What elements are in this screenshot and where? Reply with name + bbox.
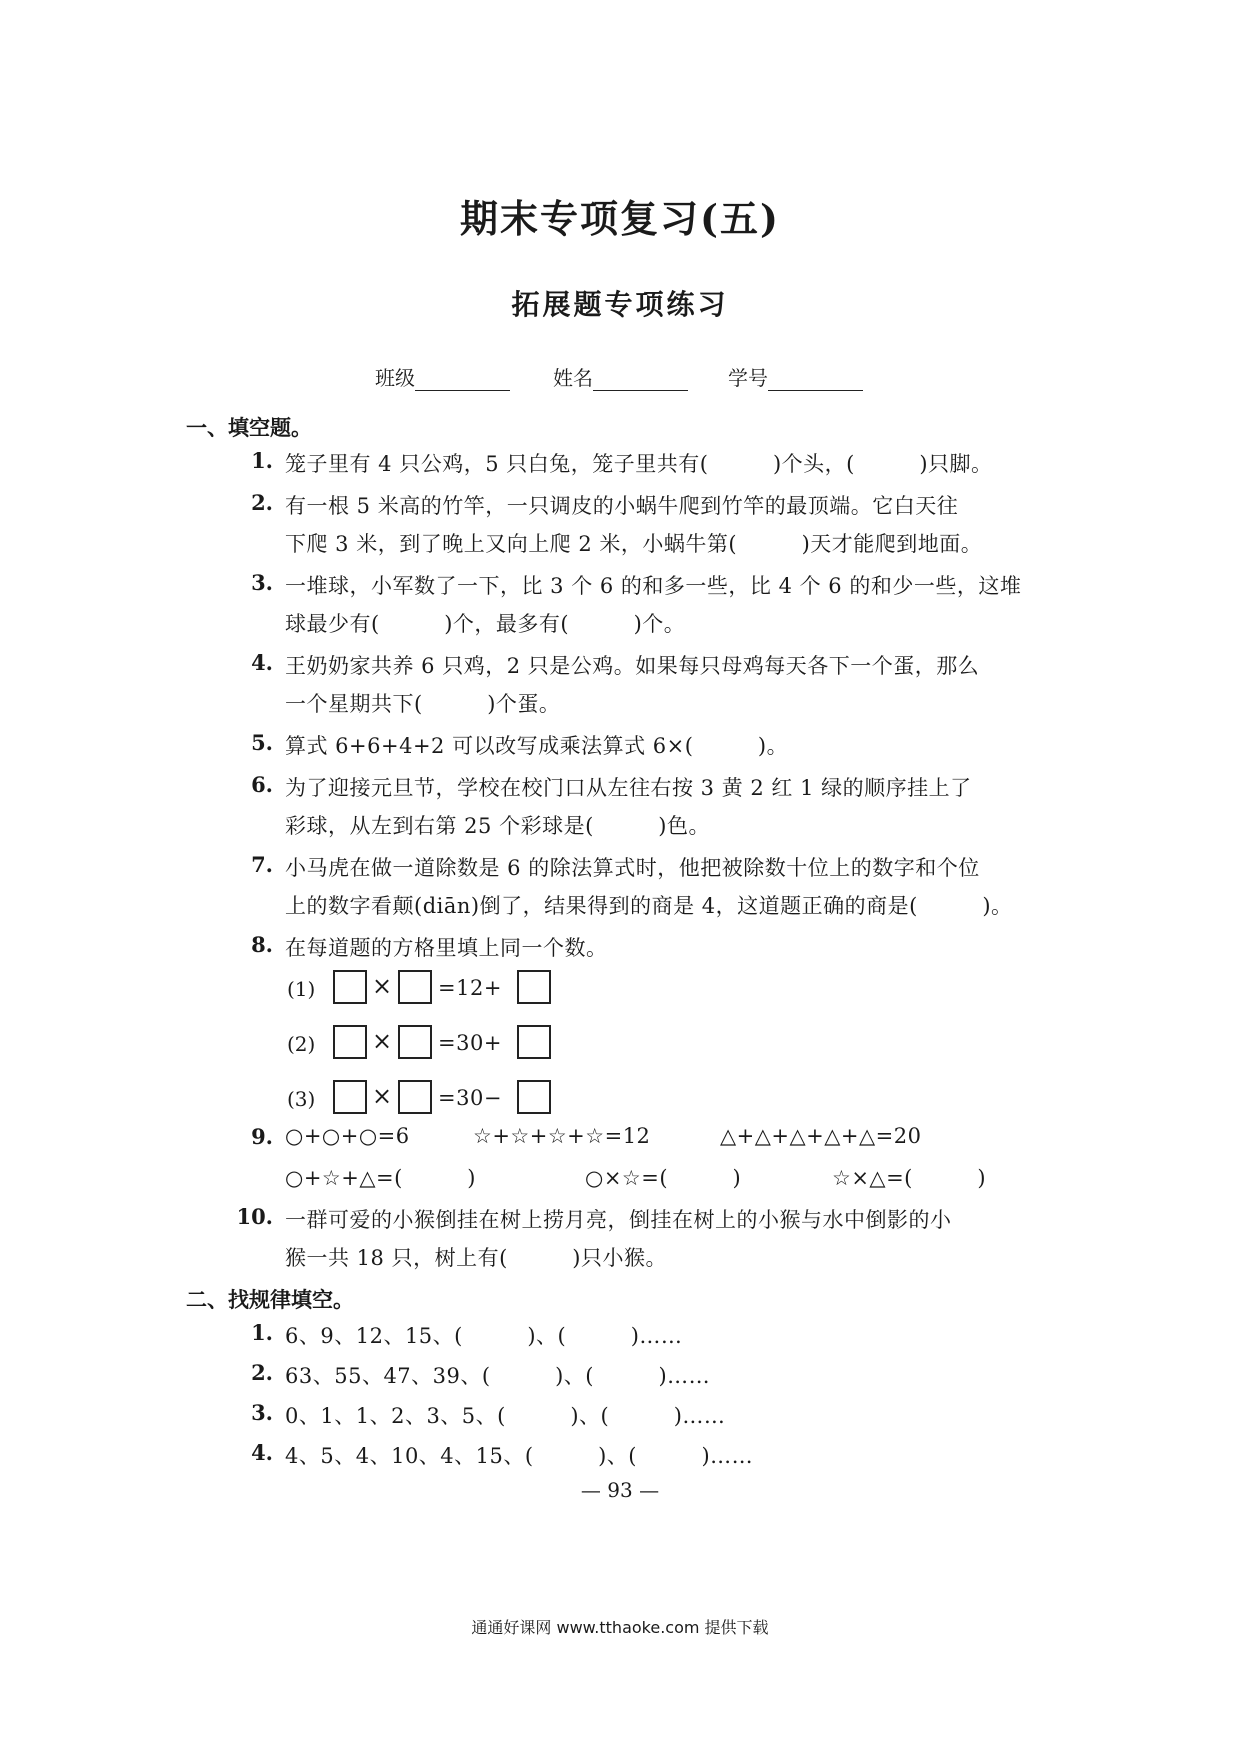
question-text: 球最少有( )个，最多有( )个。: [285, 612, 686, 636]
answer-box[interactable]: [333, 970, 367, 1004]
question-text: 一个星期共下( )个蛋。: [285, 692, 561, 716]
question-number: 3.: [251, 570, 273, 595]
part-label: (2): [287, 1032, 316, 1056]
shape-question: ○×☆=( ): [585, 1166, 742, 1190]
answer-box[interactable]: [517, 1025, 551, 1059]
page-subtitle: 拓展题专项练习: [511, 288, 729, 321]
shape-equation: ○+○+○=6: [285, 1124, 410, 1148]
times-sign: ×: [372, 972, 393, 1000]
name-blank[interactable]: [593, 370, 688, 391]
class-blank[interactable]: [415, 370, 510, 391]
page-number: — 93 —: [580, 1478, 660, 1502]
shape-question: ○+☆+△=( ): [285, 1166, 476, 1190]
question-number: 10.: [236, 1204, 273, 1229]
pattern-sequence: 6、9、12、15、( )、( )……: [285, 1324, 683, 1348]
question-text: 一堆球，小军数了一下，比 3 个 6 的和多一些，比 4 个 6 的和少一些，这堆: [285, 574, 1022, 598]
answer-box[interactable]: [398, 1025, 432, 1059]
question-text: 算式 6+6+4+2 可以改写成乘法算式 6×( )。: [285, 734, 789, 758]
section-heading-fill-blank: 一、填空题。: [186, 416, 312, 440]
question-number: 1.: [251, 1320, 273, 1345]
question-text: 在每道题的方格里填上同一个数。: [285, 936, 608, 960]
pattern-sequence: 0、1、1、2、3、5、( )、( )……: [285, 1404, 726, 1428]
question-text: 为了迎接元旦节，学校在校门口从左往右按 3 黄 2 红 1 绿的顺序挂上了: [285, 776, 972, 800]
equation-rhs: =30+: [438, 1031, 502, 1055]
question-number: 9.: [251, 1124, 273, 1149]
question-number: 4.: [251, 1440, 273, 1465]
equation-rhs: =30−: [438, 1086, 502, 1110]
question-number: 3.: [251, 1400, 273, 1425]
section-heading-patterns: 二、找规律填空。: [186, 1288, 354, 1312]
id-field: [728, 362, 863, 391]
question-number: 4.: [251, 650, 273, 675]
part-label: (3): [287, 1087, 316, 1111]
pattern-sequence: 63、55、47、39、( )、( )……: [285, 1364, 711, 1388]
answer-box[interactable]: [333, 1025, 367, 1059]
answer-box[interactable]: [398, 1080, 432, 1114]
question-number: 8.: [251, 932, 273, 957]
id-blank[interactable]: [768, 370, 863, 391]
question-text: 下爬 3 米，到了晚上又向上爬 2 米，小蜗牛第( )天才能爬到地面。: [285, 532, 983, 556]
question-number: 5.: [251, 730, 273, 755]
pattern-sequence: 4、5、4、10、4、15、( )、( )……: [285, 1444, 754, 1468]
name-field: [553, 362, 688, 391]
times-sign: ×: [372, 1082, 393, 1110]
part-label: (1): [287, 977, 316, 1001]
answer-box[interactable]: [333, 1080, 367, 1114]
answer-box[interactable]: [398, 970, 432, 1004]
class-field: [375, 362, 510, 391]
question-number: 6.: [251, 772, 273, 797]
class-label: 班级: [375, 366, 415, 390]
page-title: 期末专项复习(五): [460, 196, 780, 241]
question-text: 王奶奶家共养 6 只鸡，2 只是公鸡。如果每只母鸡每天各下一个蛋，那么: [285, 654, 980, 678]
question-text: 上的数字看颠(diān)倒了，结果得到的商是 4，这道题正确的商是( )。: [285, 894, 1013, 918]
shape-equation: ☆+☆+☆+☆=12: [473, 1124, 651, 1148]
question-text: 猴一共 18 只，树上有( )只小猴。: [285, 1246, 667, 1270]
question-text: 笼子里有 4 只公鸡，5 只白兔，笼子里共有( )个头，( )只脚。: [285, 452, 993, 476]
times-sign: ×: [372, 1027, 393, 1055]
id-label: 学号: [728, 366, 768, 390]
question-number: 2.: [251, 490, 273, 515]
name-label: 姓名: [553, 366, 593, 390]
shape-equation: △+△+△+△+△=20: [720, 1124, 922, 1148]
answer-box[interactable]: [517, 970, 551, 1004]
answer-box[interactable]: [517, 1080, 551, 1114]
equation-rhs: =12+: [438, 976, 502, 1000]
question-text: 彩球，从左到右第 25 个彩球是( )色。: [285, 814, 710, 838]
question-number: 7.: [251, 852, 273, 877]
question-number: 2.: [251, 1360, 273, 1385]
question-text: 有一根 5 米高的竹竿，一只调皮的小蜗牛爬到竹竿的最顶端。它白天往: [285, 494, 959, 518]
question-text: 一群可爱的小猴倒挂在树上捞月亮，倒挂在树上的小猴与水中倒影的小: [285, 1208, 952, 1232]
question-number: 1.: [251, 448, 273, 473]
footer-credit: 通通好课网 www.tthaoke.com 提供下载: [471, 1618, 769, 1637]
question-text: 小马虎在做一道除数是 6 的除法算式时，他把被除数十位上的数字和个位: [285, 856, 980, 880]
shape-question: ☆×△=( ): [832, 1166, 987, 1190]
